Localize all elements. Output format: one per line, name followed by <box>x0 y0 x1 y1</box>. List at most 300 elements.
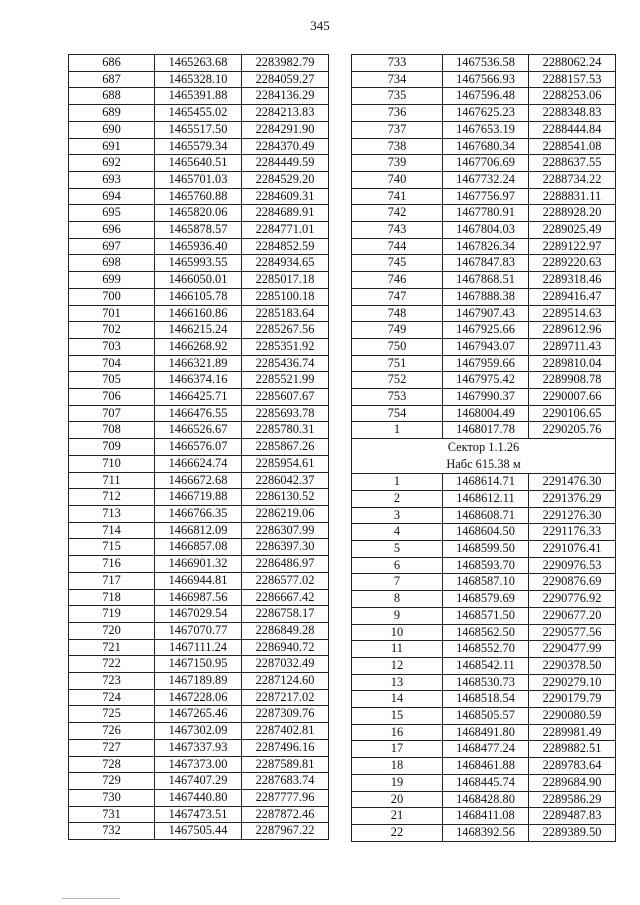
y-coordinate-cell: 2289882.51 <box>529 741 616 758</box>
table-row <box>69 405 329 422</box>
y-coordinate-cell: 2286940.72 <box>242 639 329 656</box>
table-row <box>69 222 329 239</box>
table-row <box>352 624 616 641</box>
point-number-cell: 735 <box>352 88 443 105</box>
point-number-cell: 754 <box>352 405 443 422</box>
x-coordinate-cell: 1467265.46 <box>155 706 242 723</box>
x-coordinate-cell: 1467990.37 <box>443 389 529 406</box>
y-coordinate-cell: 2290976.53 <box>529 557 616 574</box>
y-coordinate-cell: 2288062.24 <box>529 55 616 72</box>
x-coordinate-cell: 1468552.70 <box>443 641 529 658</box>
y-coordinate-cell: 2286849.28 <box>242 622 329 639</box>
point-number-cell: 739 <box>352 155 443 172</box>
point-number-cell: 7 <box>352 574 443 591</box>
point-number-cell: 686 <box>69 55 155 72</box>
coordinates-table-right <box>351 54 616 842</box>
y-coordinate-cell: 2285351.92 <box>242 338 329 355</box>
x-coordinate-cell: 1468587.10 <box>443 574 529 591</box>
table-row <box>352 188 616 205</box>
x-coordinate-cell: 1467505.44 <box>155 823 242 840</box>
point-number-cell: 689 <box>69 105 155 122</box>
x-coordinate-cell: 1467150.95 <box>155 656 242 673</box>
y-coordinate-cell: 2287589.81 <box>242 756 329 773</box>
point-number-cell: 726 <box>69 723 155 740</box>
y-coordinate-cell: 2287496.16 <box>242 739 329 756</box>
table-row <box>69 171 329 188</box>
table-row <box>352 808 616 825</box>
y-coordinate-cell: 2290378.50 <box>529 657 616 674</box>
y-coordinate-cell: 2290577.56 <box>529 624 616 641</box>
table-row <box>69 606 329 623</box>
y-coordinate-cell: 2287217.02 <box>242 689 329 706</box>
table-row <box>352 372 616 389</box>
x-coordinate-cell: 1468518.54 <box>443 691 529 708</box>
table-row <box>352 824 616 841</box>
x-coordinate-cell: 1467302.09 <box>155 723 242 740</box>
y-coordinate-cell: 2289783.64 <box>529 758 616 775</box>
table-row <box>352 171 616 188</box>
x-coordinate-cell: 1465579.34 <box>155 138 242 155</box>
point-number-cell: 711 <box>69 472 155 489</box>
x-coordinate-cell: 1467732.24 <box>443 171 529 188</box>
x-coordinate-cell: 1467373.00 <box>155 756 242 773</box>
point-number-cell: 692 <box>69 155 155 172</box>
x-coordinate-cell: 1468579.69 <box>443 591 529 608</box>
table-row <box>69 673 329 690</box>
point-number-cell: 738 <box>352 138 443 155</box>
y-coordinate-cell: 2289389.50 <box>529 824 616 841</box>
x-coordinate-cell: 1467826.34 <box>443 238 529 255</box>
y-coordinate-cell: 2284934.65 <box>242 255 329 272</box>
point-number-cell: 723 <box>69 673 155 690</box>
y-coordinate-cell: 2289318.46 <box>529 272 616 289</box>
x-coordinate-cell: 1465936.40 <box>155 238 242 255</box>
x-coordinate-cell: 1468571.50 <box>443 607 529 624</box>
point-number-cell: 697 <box>69 238 155 255</box>
x-coordinate-cell: 1468004.49 <box>443 405 529 422</box>
table-row <box>352 155 616 172</box>
x-coordinate-cell: 1466987.56 <box>155 589 242 606</box>
table-row <box>69 422 329 439</box>
sector-title: Сектор 1.1.26 <box>447 440 520 455</box>
point-number-cell: 693 <box>69 171 155 188</box>
table-row <box>352 724 616 741</box>
table-row <box>352 288 616 305</box>
point-number-cell: 730 <box>69 789 155 806</box>
table-row <box>69 255 329 272</box>
x-coordinate-cell: 1465391.88 <box>155 88 242 105</box>
table-row <box>69 489 329 506</box>
point-number-cell: 713 <box>69 505 155 522</box>
y-coordinate-cell: 2289810.04 <box>529 355 616 372</box>
table-row <box>69 105 329 122</box>
point-number-cell: 710 <box>69 455 155 472</box>
table-row <box>69 505 329 522</box>
table-row <box>69 389 329 406</box>
point-number-cell: 703 <box>69 338 155 355</box>
point-number-cell: 712 <box>69 489 155 506</box>
x-coordinate-cell: 1468477.24 <box>443 741 529 758</box>
y-coordinate-cell: 2284449.59 <box>242 155 329 172</box>
point-number-cell: 687 <box>69 71 155 88</box>
table-row <box>69 121 329 138</box>
table-row <box>352 205 616 222</box>
point-number-cell: 4 <box>352 524 443 541</box>
point-number-cell: 736 <box>352 105 443 122</box>
y-coordinate-cell: 2289586.29 <box>529 791 616 808</box>
table-row <box>69 723 329 740</box>
y-coordinate-cell: 2285017.18 <box>242 272 329 289</box>
y-coordinate-cell: 2284852.59 <box>242 238 329 255</box>
x-coordinate-cell: 1465328.10 <box>155 71 242 88</box>
table-row <box>352 422 616 439</box>
y-coordinate-cell: 2289684.90 <box>529 774 616 791</box>
x-coordinate-cell: 1467473.51 <box>155 806 242 823</box>
sector-header-row <box>352 439 616 474</box>
x-coordinate-cell: 1467653.19 <box>443 121 529 138</box>
table-row <box>69 439 329 456</box>
table-row <box>352 338 616 355</box>
point-number-cell: 715 <box>69 539 155 556</box>
point-number-cell: 743 <box>352 222 443 239</box>
y-coordinate-cell: 2289514.63 <box>529 305 616 322</box>
point-number-cell: 731 <box>69 806 155 823</box>
x-coordinate-cell: 1467959.66 <box>443 355 529 372</box>
point-number-cell: 9 <box>352 607 443 624</box>
y-coordinate-cell: 2288928.20 <box>529 205 616 222</box>
y-coordinate-cell: 2284291.90 <box>242 121 329 138</box>
sector-header <box>352 439 616 474</box>
x-coordinate-cell: 1468612.11 <box>443 490 529 507</box>
y-coordinate-cell: 2286758.17 <box>242 606 329 623</box>
y-coordinate-cell: 2285436.74 <box>242 355 329 372</box>
point-number-cell: 733 <box>352 55 443 72</box>
point-number-cell: 13 <box>352 674 443 691</box>
table-row <box>352 238 616 255</box>
point-number-cell: 741 <box>352 188 443 205</box>
x-coordinate-cell: 1468461.88 <box>443 758 529 775</box>
table-row <box>352 557 616 574</box>
table-row <box>352 524 616 541</box>
table-row <box>352 607 616 624</box>
point-number-cell: 695 <box>69 205 155 222</box>
table-row <box>69 572 329 589</box>
y-coordinate-cell: 2291276.30 <box>529 507 616 524</box>
point-number-cell: 20 <box>352 791 443 808</box>
x-coordinate-cell: 1466624.74 <box>155 455 242 472</box>
point-number-cell: 704 <box>69 355 155 372</box>
point-number-cell: 740 <box>352 171 443 188</box>
table-row <box>69 71 329 88</box>
point-number-cell: 702 <box>69 322 155 339</box>
point-number-cell: 707 <box>69 405 155 422</box>
table-row <box>352 641 616 658</box>
table-row <box>69 472 329 489</box>
y-coordinate-cell: 2285867.26 <box>242 439 329 456</box>
y-coordinate-cell: 2287124.60 <box>242 673 329 690</box>
point-number-cell: 751 <box>352 355 443 372</box>
x-coordinate-cell: 1467943.07 <box>443 338 529 355</box>
y-coordinate-cell: 2286130.52 <box>242 489 329 506</box>
table-row <box>69 773 329 790</box>
x-coordinate-cell: 1466526.67 <box>155 422 242 439</box>
y-coordinate-cell: 2290007.66 <box>529 389 616 406</box>
x-coordinate-cell: 1466105.78 <box>155 288 242 305</box>
point-number-cell: 753 <box>352 389 443 406</box>
y-coordinate-cell: 2284370.49 <box>242 138 329 155</box>
y-coordinate-cell: 2289711.43 <box>529 338 616 355</box>
x-coordinate-cell: 1467868.51 <box>443 272 529 289</box>
table-row <box>352 355 616 372</box>
y-coordinate-cell: 2286397.30 <box>242 539 329 556</box>
y-coordinate-cell: 2286307.99 <box>242 522 329 539</box>
table-row <box>69 288 329 305</box>
table-row <box>69 789 329 806</box>
x-coordinate-cell: 1468608.71 <box>443 507 529 524</box>
point-number-cell: 714 <box>69 522 155 539</box>
x-coordinate-cell: 1466812.09 <box>155 522 242 539</box>
point-number-cell: 727 <box>69 739 155 756</box>
table-row <box>69 539 329 556</box>
table-row <box>352 691 616 708</box>
x-coordinate-cell: 1467596.48 <box>443 88 529 105</box>
y-coordinate-cell: 2287967.22 <box>242 823 329 840</box>
table-row <box>352 55 616 72</box>
point-number-cell: 724 <box>69 689 155 706</box>
table-row <box>69 372 329 389</box>
y-coordinate-cell: 2290876.69 <box>529 574 616 591</box>
table-row <box>69 823 329 840</box>
x-coordinate-cell: 1468491.80 <box>443 724 529 741</box>
point-number-cell: 708 <box>69 422 155 439</box>
point-number-cell: 744 <box>352 238 443 255</box>
y-coordinate-cell: 2287683.74 <box>242 773 329 790</box>
table-row <box>69 622 329 639</box>
x-coordinate-cell: 1465820.06 <box>155 205 242 222</box>
y-coordinate-cell: 2284529.20 <box>242 171 329 188</box>
x-coordinate-cell: 1467975.42 <box>443 372 529 389</box>
table-row <box>352 222 616 239</box>
y-coordinate-cell: 2286042.37 <box>242 472 329 489</box>
x-coordinate-cell: 1465455.02 <box>155 105 242 122</box>
table-row <box>69 138 329 155</box>
table-row <box>352 255 616 272</box>
y-coordinate-cell: 2291476.30 <box>529 474 616 491</box>
x-coordinate-cell: 1467907.43 <box>443 305 529 322</box>
table-row <box>352 272 616 289</box>
point-number-cell: 694 <box>69 188 155 205</box>
y-coordinate-cell: 2290279.10 <box>529 674 616 691</box>
y-coordinate-cell: 2286667.42 <box>242 589 329 606</box>
table-row <box>69 155 329 172</box>
y-coordinate-cell: 2287872.46 <box>242 806 329 823</box>
point-number-cell: 737 <box>352 121 443 138</box>
point-number-cell: 745 <box>352 255 443 272</box>
y-coordinate-cell: 2285521.99 <box>242 372 329 389</box>
point-number-cell: 742 <box>352 205 443 222</box>
point-number-cell: 705 <box>69 372 155 389</box>
point-number-cell: 746 <box>352 272 443 289</box>
table-row <box>69 656 329 673</box>
table-row <box>69 338 329 355</box>
x-coordinate-cell: 1466901.32 <box>155 556 242 573</box>
y-coordinate-cell: 2289122.97 <box>529 238 616 255</box>
x-coordinate-cell: 1467804.03 <box>443 222 529 239</box>
point-number-cell: 19 <box>352 774 443 791</box>
y-coordinate-cell: 2289025.49 <box>529 222 616 239</box>
y-coordinate-cell: 2290080.59 <box>529 708 616 725</box>
y-coordinate-cell: 2285780.31 <box>242 422 329 439</box>
x-coordinate-cell: 1467847.83 <box>443 255 529 272</box>
y-coordinate-cell: 2288541.08 <box>529 138 616 155</box>
x-coordinate-cell: 1467111.24 <box>155 639 242 656</box>
table-row <box>352 138 616 155</box>
x-coordinate-cell: 1468392.56 <box>443 824 529 841</box>
x-coordinate-cell: 1466476.55 <box>155 405 242 422</box>
table-row <box>69 556 329 573</box>
y-coordinate-cell: 2287777.96 <box>242 789 329 806</box>
point-number-cell: 748 <box>352 305 443 322</box>
table-row <box>352 322 616 339</box>
y-coordinate-cell: 2284213.83 <box>242 105 329 122</box>
table-row <box>69 689 329 706</box>
y-coordinate-cell: 2290477.99 <box>529 641 616 658</box>
table-row <box>69 272 329 289</box>
x-coordinate-cell: 1468614.71 <box>443 474 529 491</box>
point-number-cell: 6 <box>352 557 443 574</box>
x-coordinate-cell: 1467706.69 <box>443 155 529 172</box>
point-number-cell: 21 <box>352 808 443 825</box>
x-coordinate-cell: 1468505.57 <box>443 708 529 725</box>
y-coordinate-cell: 2290205.76 <box>529 422 616 439</box>
y-coordinate-cell: 2285267.56 <box>242 322 329 339</box>
point-number-cell: 729 <box>69 773 155 790</box>
y-coordinate-cell: 2287309.76 <box>242 706 329 723</box>
table-row <box>352 758 616 775</box>
table-row <box>69 205 329 222</box>
footer-rule <box>62 898 120 899</box>
point-number-cell: 752 <box>352 372 443 389</box>
point-number-cell: 690 <box>69 121 155 138</box>
table-row <box>69 706 329 723</box>
y-coordinate-cell: 2290776.92 <box>529 591 616 608</box>
point-number-cell: 17 <box>352 741 443 758</box>
x-coordinate-cell: 1467925.66 <box>443 322 529 339</box>
table-row <box>352 657 616 674</box>
y-coordinate-cell: 2286219.06 <box>242 505 329 522</box>
point-number-cell: 2 <box>352 490 443 507</box>
y-coordinate-cell: 2288157.53 <box>529 71 616 88</box>
x-coordinate-cell: 1468445.74 <box>443 774 529 791</box>
table-row <box>352 708 616 725</box>
point-number-cell: 696 <box>69 222 155 239</box>
table-row <box>69 522 329 539</box>
y-coordinate-cell: 2287032.49 <box>242 656 329 673</box>
point-number-cell: 734 <box>352 71 443 88</box>
x-coordinate-cell: 1467407.29 <box>155 773 242 790</box>
point-number-cell: 721 <box>69 639 155 656</box>
point-number-cell: 1 <box>352 422 443 439</box>
y-coordinate-cell: 2288253.06 <box>529 88 616 105</box>
table-row <box>352 774 616 791</box>
x-coordinate-cell: 1466215.24 <box>155 322 242 339</box>
x-coordinate-cell: 1468411.08 <box>443 808 529 825</box>
table-row <box>352 88 616 105</box>
x-coordinate-cell: 1466766.35 <box>155 505 242 522</box>
x-coordinate-cell: 1465878.57 <box>155 222 242 239</box>
x-coordinate-cell: 1467029.54 <box>155 606 242 623</box>
coordinates-table-left <box>68 54 329 840</box>
x-coordinate-cell: 1466857.08 <box>155 539 242 556</box>
y-coordinate-cell: 2285954.61 <box>242 455 329 472</box>
y-coordinate-cell: 2283982.79 <box>242 55 329 72</box>
point-number-cell: 749 <box>352 322 443 339</box>
point-number-cell: 3 <box>352 507 443 524</box>
x-coordinate-cell: 1467888.38 <box>443 288 529 305</box>
x-coordinate-cell: 1467228.06 <box>155 689 242 706</box>
sector-subtitle: Набс 615.38 м <box>446 457 521 472</box>
table-row <box>352 71 616 88</box>
point-number-cell: 14 <box>352 691 443 708</box>
point-number-cell: 16 <box>352 724 443 741</box>
x-coordinate-cell: 1466321.89 <box>155 355 242 372</box>
table-row <box>352 741 616 758</box>
y-coordinate-cell: 2288637.55 <box>529 155 616 172</box>
table-row <box>69 238 329 255</box>
point-number-cell: 8 <box>352 591 443 608</box>
x-coordinate-cell: 1467189.89 <box>155 673 242 690</box>
table-row <box>352 105 616 122</box>
table-row <box>352 121 616 138</box>
point-number-cell: 691 <box>69 138 155 155</box>
table-row <box>69 322 329 339</box>
table-row <box>352 574 616 591</box>
x-coordinate-cell: 1468593.70 <box>443 557 529 574</box>
y-coordinate-cell: 2291076.41 <box>529 540 616 557</box>
x-coordinate-cell: 1465263.68 <box>155 55 242 72</box>
point-number-cell: 709 <box>69 439 155 456</box>
y-coordinate-cell: 2285693.78 <box>242 405 329 422</box>
table-row <box>69 355 329 372</box>
point-number-cell: 728 <box>69 756 155 773</box>
y-coordinate-cell: 2290106.65 <box>529 405 616 422</box>
y-coordinate-cell: 2289612.96 <box>529 322 616 339</box>
table-row <box>352 507 616 524</box>
point-number-cell: 722 <box>69 656 155 673</box>
point-number-cell: 700 <box>69 288 155 305</box>
x-coordinate-cell: 1467070.77 <box>155 622 242 639</box>
x-coordinate-cell: 1465701.03 <box>155 171 242 188</box>
point-number-cell: 10 <box>352 624 443 641</box>
x-coordinate-cell: 1467780.91 <box>443 205 529 222</box>
y-coordinate-cell: 2288831.11 <box>529 188 616 205</box>
point-number-cell: 18 <box>352 758 443 775</box>
y-coordinate-cell: 2286577.02 <box>242 572 329 589</box>
x-coordinate-cell: 1467756.97 <box>443 188 529 205</box>
page-number: 345 <box>310 18 330 33</box>
point-number-cell: 716 <box>69 556 155 573</box>
x-coordinate-cell: 1466425.71 <box>155 389 242 406</box>
point-number-cell: 5 <box>352 540 443 557</box>
y-coordinate-cell: 2285607.67 <box>242 389 329 406</box>
x-coordinate-cell: 1467680.34 <box>443 138 529 155</box>
x-coordinate-cell: 1467625.23 <box>443 105 529 122</box>
point-number-cell: 11 <box>352 641 443 658</box>
x-coordinate-cell: 1467337.93 <box>155 739 242 756</box>
x-coordinate-cell: 1466672.68 <box>155 472 242 489</box>
x-coordinate-cell: 1466050.01 <box>155 272 242 289</box>
table-row <box>69 188 329 205</box>
